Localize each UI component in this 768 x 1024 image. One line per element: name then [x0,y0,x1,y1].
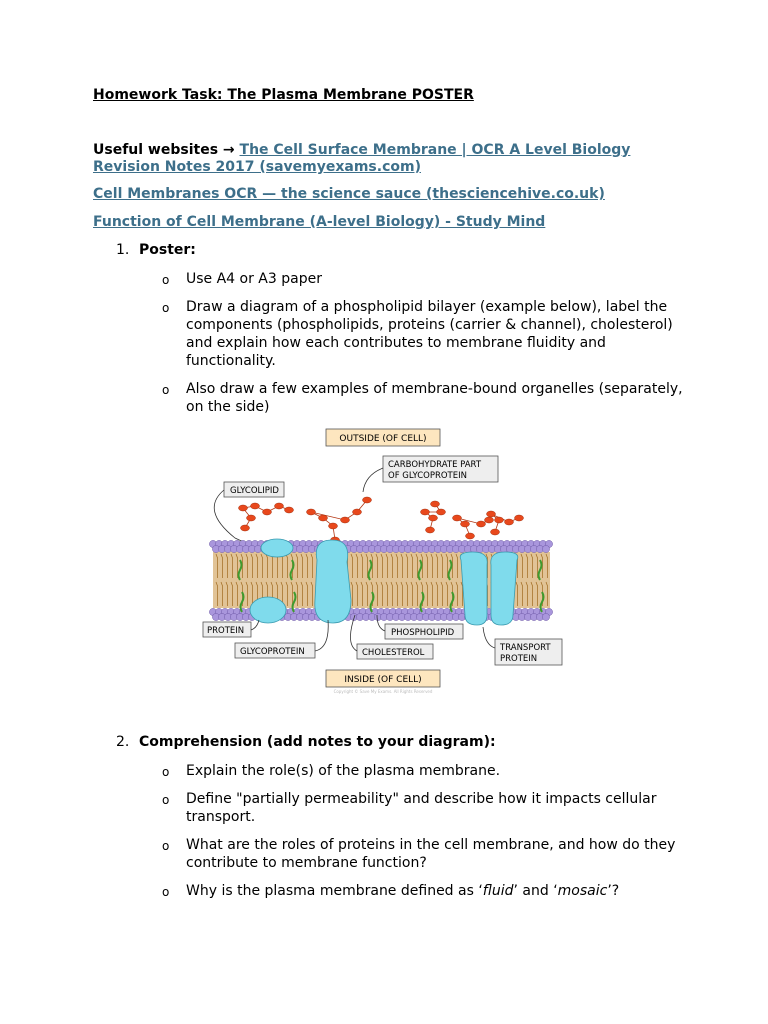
section-heading: Poster: [139,242,196,258]
link-studymind[interactable]: Function of Cell Membrane (A-level Biology) - Study Mind [93,214,546,230]
membrane-diagram [195,420,575,700]
carbohydrate-unit [487,511,496,517]
link-savemyexams[interactable]: The Cell Surface Membrane | OCR A Level Biology Revision Notes 2017 (savemyexams.com) [93,142,631,175]
outside-label: OUTSIDE (OF CELL) [339,434,427,444]
arrow-right-icon: → [218,142,240,158]
bullet-text: Why is the plasma membrane defined as ‘fluid’ and ‘mosaic’? [186,883,620,899]
bullet-marker: o [162,301,170,315]
bullet-marker: o [162,383,170,397]
carbohydrate-unit [263,509,272,515]
glycoprotein-label: GLYCOPROTEIN [240,647,305,657]
carbohydrate-unit [429,515,438,521]
bullet-text: Define "partially permeability" and describe how it impacts cellular transport. [186,791,657,825]
carbohydrate-unit [329,523,338,529]
bullet-text: Also draw a few examples of membrane-bound organelles (separately, on the side) [186,381,683,415]
inside-label: INSIDE (OF CELL) [344,675,422,685]
bullet-text: Use A4 or A3 paper [186,271,322,287]
carbohydrate-unit [461,521,470,527]
carbohydrate-unit [275,503,284,509]
link-sciencehive[interactable]: Cell Membranes OCR — the science sauce (thesciencehive.co.uk) [93,186,605,202]
glycolipid-label: GLYCOLIPID [230,486,279,496]
section-number: 1. [116,242,130,258]
bullet-marker: o [162,765,170,779]
carbohydrate-unit [239,505,248,511]
phospholipid-label: PHOSPHOLIPID [391,628,455,638]
carbohydrate-unit [421,509,430,515]
carbohydrate-unit [505,519,514,525]
carbohydrate-unit [241,525,250,531]
bullet-marker: o [162,885,170,899]
carbohydrate-unit [307,509,316,515]
useful-websites [93,142,673,176]
carbohydrate-unit [477,521,486,527]
carbohydrate-unit [319,515,328,521]
peripheral-protein [250,597,286,623]
carbohydrate-unit [285,507,294,513]
carbohydrate-unit [485,517,494,523]
phospholipid-head [542,545,549,552]
carbohydrate-unit [495,517,504,523]
carbohydrate-unit [515,515,524,521]
carbohydrate-unit [341,517,350,523]
cholesterol-label: CHOLESTEROL [362,648,425,658]
section-1-heading [116,242,196,258]
carbohydrate-label-1: CARBOHYDRATE PART [388,460,482,470]
carbohydrate-unit [437,509,446,515]
bullet-text: Explain the role(s) of the plasma membrane. [186,763,501,779]
page-title: Homework Task: The Plasma Membrane POSTER [93,87,474,103]
phospholipid-head [542,613,549,620]
carbohydrate-unit [353,509,362,515]
bullet-marker: o [162,793,170,807]
carbohydrate-label-2: OF GLYCOPROTEIN [388,471,467,481]
section-heading: Comprehension (add notes to your diagram): [139,734,496,750]
carbohydrate-unit [363,497,372,503]
useful-websites-label: Useful websites [93,142,219,158]
carbohydrate-unit [453,515,462,521]
carbohydrate-unit [426,527,435,533]
section-number: 2. [116,734,130,750]
carbohydrate-unit [251,503,260,509]
protein-label: PROTEIN [207,626,245,636]
bullet-text: What are the roles of proteins in the cell membrane, and how do they contribute to membrane function? [186,837,676,871]
bullet-text: Draw a diagram of a phospholipid bilayer (example below), label the components (phospholipids, proteins (carrier & channel), cholesterol) and explain how each contributes to membrane fluidity and functionality. [186,299,673,369]
bullet-marker: o [162,839,170,853]
transport-label-1: TRANSPORT [500,643,551,653]
carbohydrate-unit [431,501,440,507]
bullet-marker: o [162,273,170,287]
glycolipid-head [261,539,293,557]
copyright-text: Copyright © Save My Exams. All Rights Reserved [333,689,433,694]
carbohydrate-unit [247,515,256,521]
section-2-heading [116,734,496,750]
glycoprotein-shape [315,540,351,623]
carbohydrate-unit [491,529,500,535]
transport-label-2: PROTEIN [500,654,538,664]
carbohydrate-unit [466,533,475,539]
